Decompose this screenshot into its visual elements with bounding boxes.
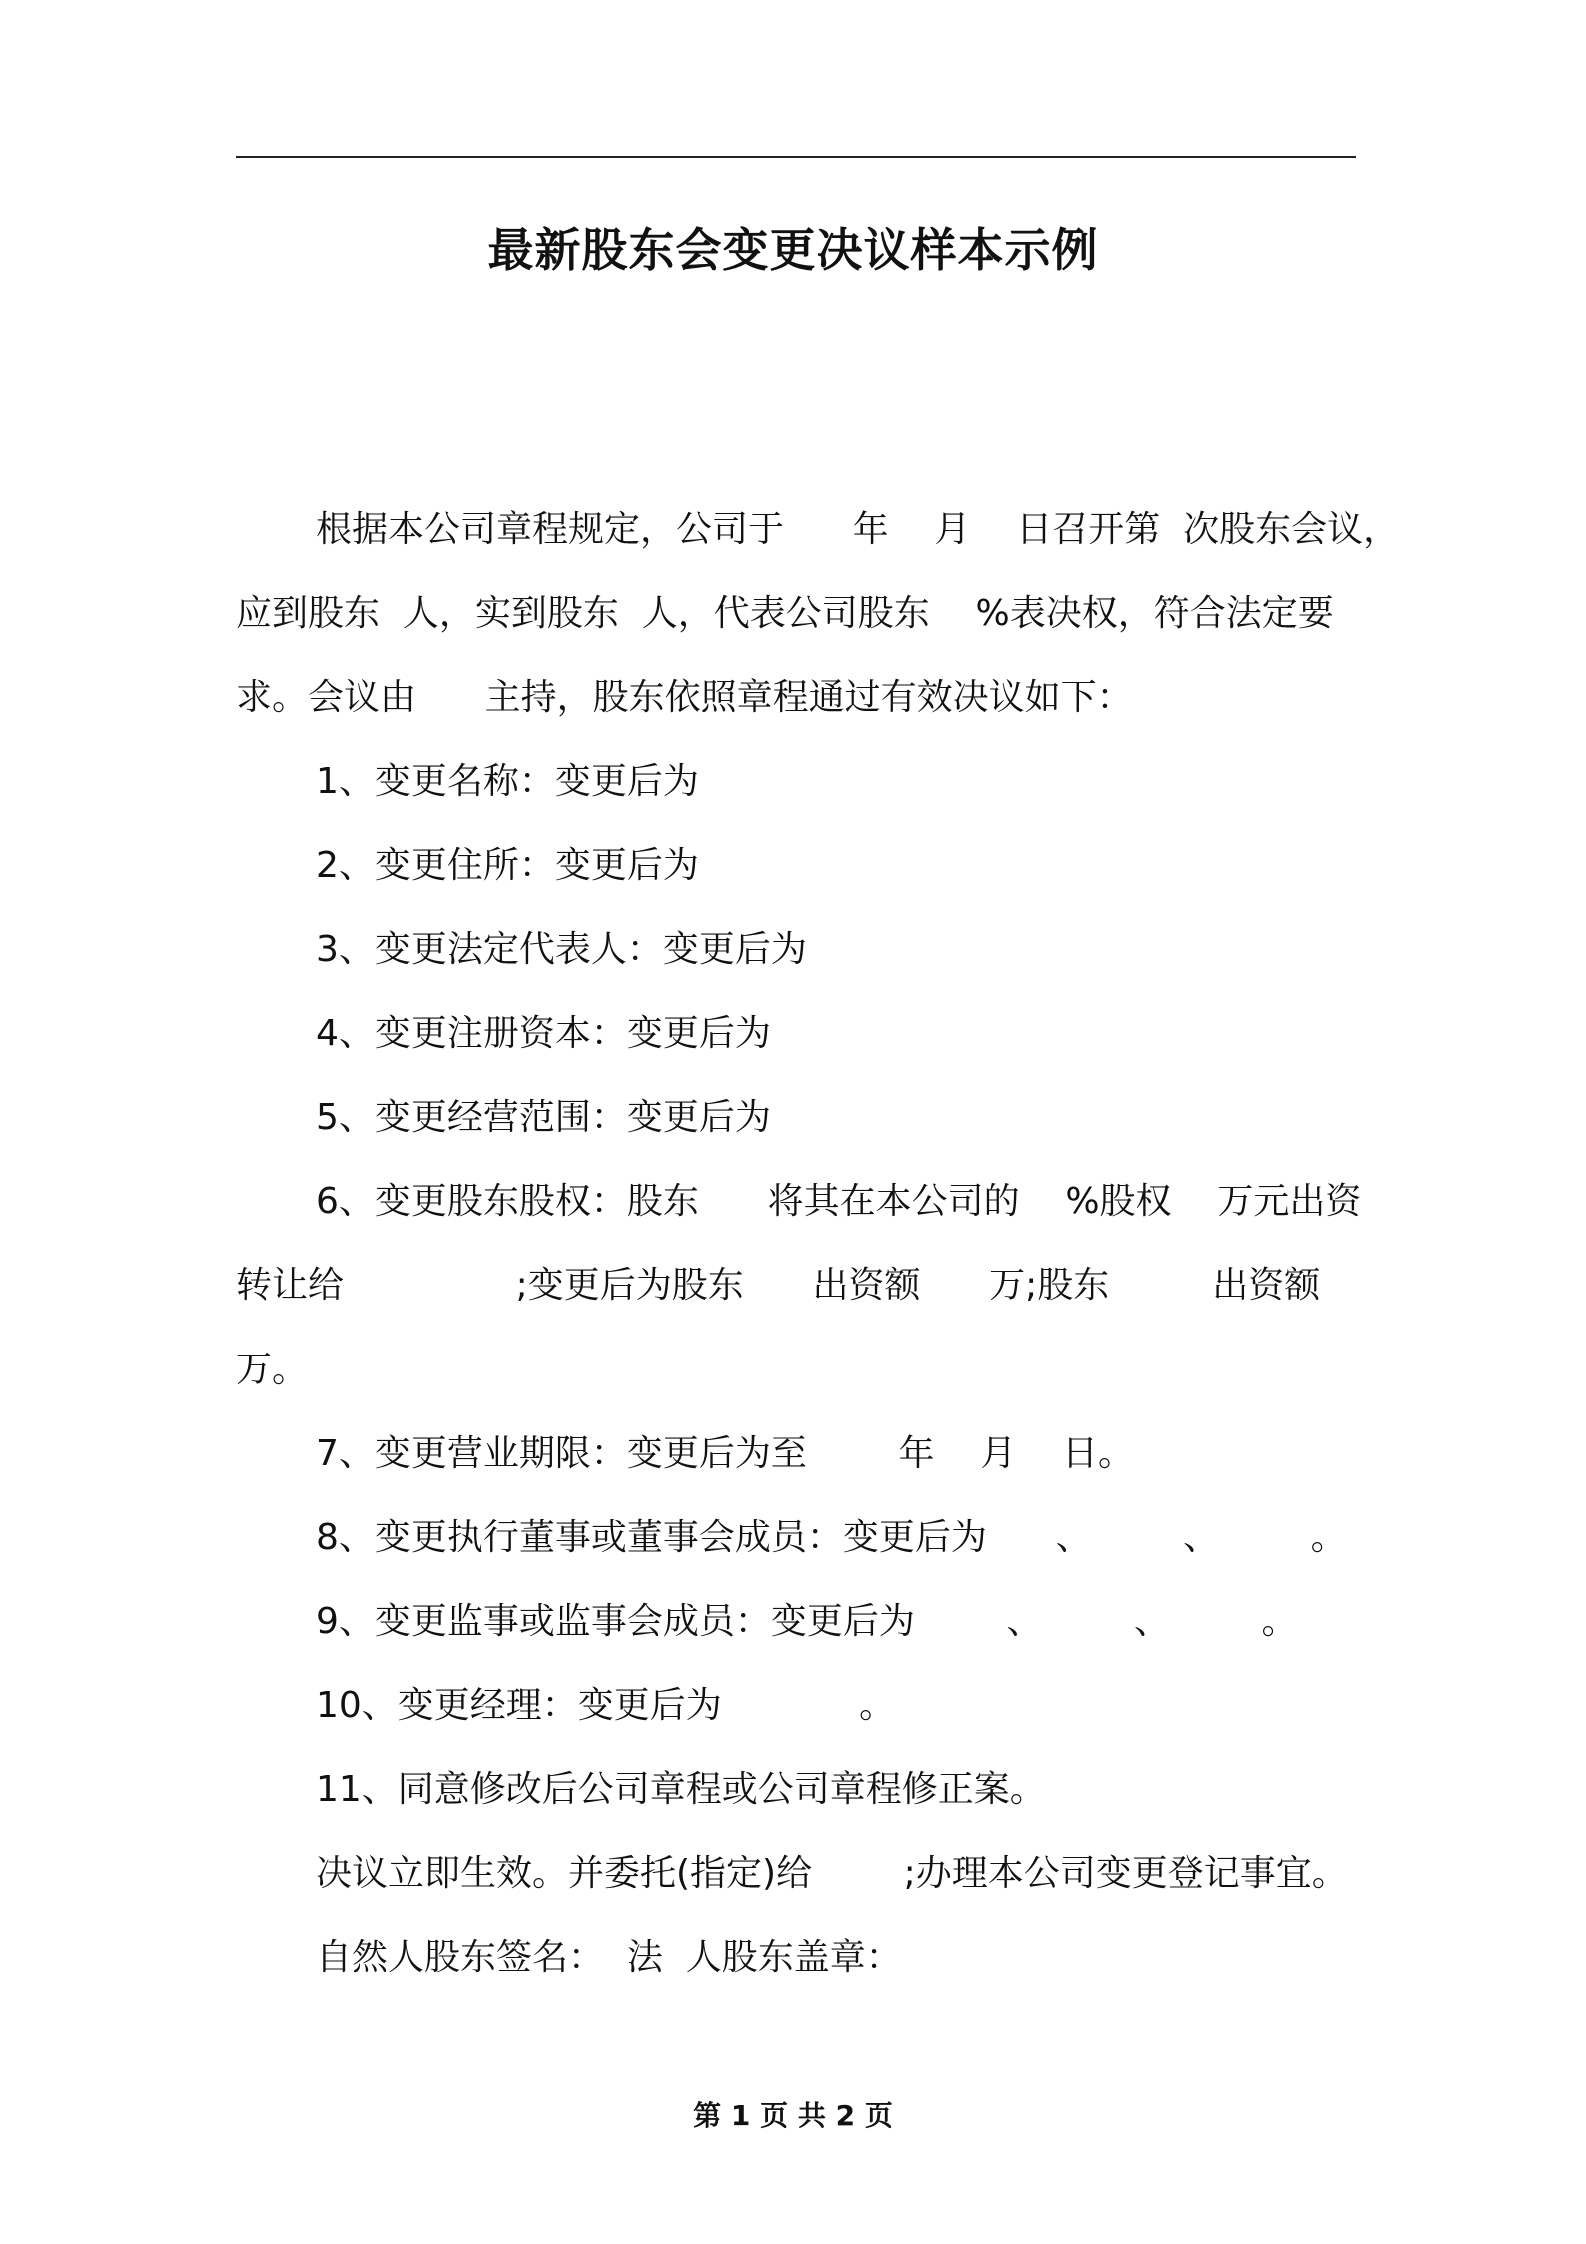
resolution-item-1: 1、变更名称：变更后为 (316, 761, 699, 802)
resolution-item-3: 3、变更法定代表人：变更后为 (316, 929, 807, 970)
effectiveness-clause: 决议立即生效。并委托(指定)给 ;办理本公司变更登记事宜。 (316, 1853, 1348, 1894)
resolution-item-6-cont: 转让给 ;变更后为股东 出资额 万;股东 出资额 (236, 1265, 1321, 1306)
paragraph: 求。会议由 主持，股东依照章程通过有效决议如下： (236, 677, 1133, 718)
resolution-item-6: 6、变更股东股权：股东 将其在本公司的 %股权 万元出资 (316, 1181, 1362, 1222)
resolution-item-10: 10、变更经理：变更后为 。 (316, 1685, 896, 1726)
resolution-item-4: 4、变更注册资本：变更后为 (316, 1013, 771, 1054)
document-body (236, 488, 1400, 2000)
signature-line: 自然人股东签名： 法 人股东盖章： (316, 1937, 902, 1978)
paragraph: 应到股东 人，实到股东 人，代表公司股东 %表决权，符合法定要 (236, 593, 1334, 634)
resolution-item-5: 5、变更经营范围：变更后为 (316, 1097, 771, 1138)
header-rule (236, 156, 1356, 158)
resolution-item-9: 9、变更监事或监事会成员：变更后为 、 、 。 (316, 1601, 1298, 1642)
page-footer: 第 1 页 共 2 页 (693, 2099, 893, 2132)
resolution-item-11: 11、同意修改后公司章程或公司章程修正案。 (316, 1769, 1046, 1810)
resolution-item-6-cont: 万。 (236, 1349, 309, 1390)
resolution-item-2: 2、变更住所：变更后为 (316, 845, 699, 886)
document-title: 最新股东会变更决议样本示例 (487, 223, 1099, 277)
resolution-item-8: 8、变更执行董事或董事会成员：变更后为 、 、 。 (316, 1517, 1347, 1558)
resolution-item-7: 7、变更营业期限：变更后为至 年 月 日。 (316, 1433, 1134, 1474)
paragraph: 根据本公司章程规定，公司于 年 月 日召开第 次股东会议， (316, 509, 1400, 550)
